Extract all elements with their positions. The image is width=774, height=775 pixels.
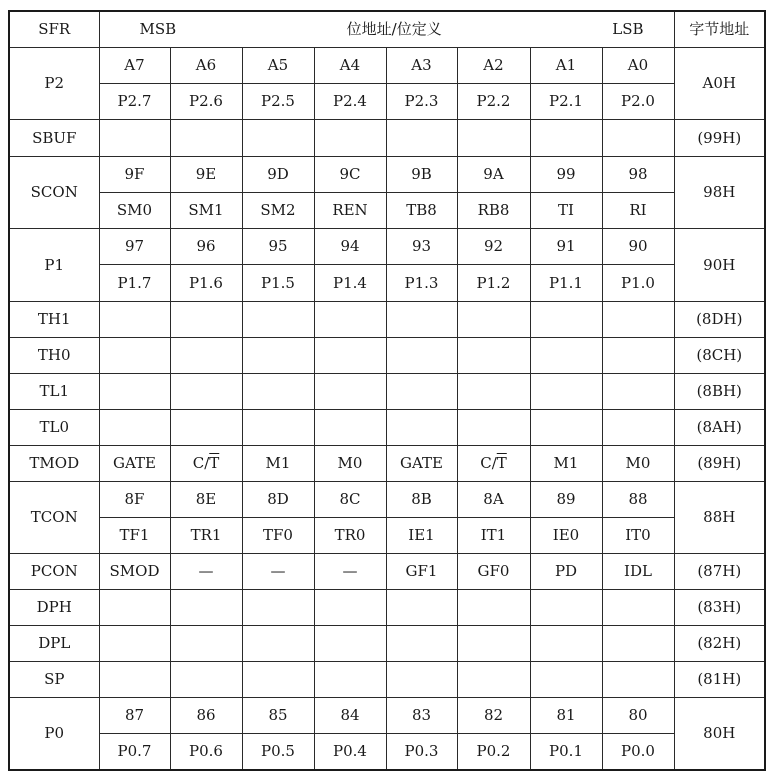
bit-definition: TI xyxy=(530,193,602,229)
bit-definition: P1.4 xyxy=(314,265,386,302)
empty-cell xyxy=(242,302,314,338)
bit-definition: P0.1 xyxy=(530,734,602,771)
empty-cell xyxy=(99,590,170,626)
byte-address: A0H xyxy=(674,48,765,120)
table-row-p2 xyxy=(9,48,765,84)
empty-cell xyxy=(530,374,602,410)
empty-cell xyxy=(602,120,674,157)
byte-address: (8AH) xyxy=(674,410,765,446)
bit-address: 9B xyxy=(386,157,457,193)
bit-definition: M1 xyxy=(242,446,314,482)
bit-definition: P2.3 xyxy=(386,84,457,120)
bit-address: 84 xyxy=(314,698,386,734)
empty-cell xyxy=(242,662,314,698)
bit-definition: M0 xyxy=(602,446,674,482)
empty-cell xyxy=(242,626,314,662)
bit-address: 8D xyxy=(242,482,314,518)
bit-definition: TB8 xyxy=(386,193,457,229)
bit-definition: P1.3 xyxy=(386,265,457,302)
table-row-tcon-defs xyxy=(9,518,765,554)
empty-cell xyxy=(530,410,602,446)
empty-cell xyxy=(99,626,170,662)
t-overline: $\overline{T}$ xyxy=(496,454,507,472)
bit-definition: P1.7 xyxy=(99,265,170,302)
bit-definition: P0.6 xyxy=(170,734,242,771)
bit-address: 92 xyxy=(457,229,530,265)
table-row-sbuf xyxy=(9,120,765,157)
bit-address: 87 xyxy=(99,698,170,734)
empty-cell xyxy=(386,662,457,698)
byte-address: (87H) xyxy=(674,554,765,590)
bit-definition: IT1 xyxy=(457,518,530,554)
empty-cell xyxy=(530,626,602,662)
empty-cell xyxy=(530,302,602,338)
empty-cell xyxy=(386,410,457,446)
bit-address: 93 xyxy=(386,229,457,265)
bit-definition: P1.0 xyxy=(602,265,674,302)
bit-definition: P1.5 xyxy=(242,265,314,302)
table-row-tmod xyxy=(9,446,765,482)
sfr-bit-address-table xyxy=(8,10,766,771)
bit-definition: P2.6 xyxy=(170,84,242,120)
bit-definition: IE1 xyxy=(386,518,457,554)
bit-address: 9E xyxy=(170,157,242,193)
bit-definition: P0.7 xyxy=(99,734,170,771)
empty-cell xyxy=(314,338,386,374)
bit-address: A0 xyxy=(602,48,674,84)
empty-cell xyxy=(457,374,530,410)
c-prefix: C/ xyxy=(192,454,210,472)
empty-cell xyxy=(457,626,530,662)
bit-definition: P1.6 xyxy=(170,265,242,302)
c-prefix: C/ xyxy=(480,454,497,472)
byte-address: (82H) xyxy=(674,626,765,662)
table-row-dpl xyxy=(9,626,765,662)
header-sfr: SFR xyxy=(9,11,99,48)
table-row-th0 xyxy=(9,338,765,374)
empty-cell xyxy=(457,120,530,157)
empty-cell xyxy=(602,626,674,662)
empty-cell xyxy=(170,120,242,157)
bit-address: 8A xyxy=(457,482,530,518)
empty-cell xyxy=(242,410,314,446)
empty-cell xyxy=(602,410,674,446)
byte-address: 88H xyxy=(674,482,765,554)
bit-definition: P0.4 xyxy=(314,734,386,771)
empty-cell xyxy=(530,338,602,374)
sfr-name: DPH xyxy=(9,590,99,626)
bit-definition: P0.3 xyxy=(386,734,457,771)
bit-definition-c-tbar xyxy=(170,446,242,482)
bit-address: 9D xyxy=(242,157,314,193)
bit-address: 99 xyxy=(530,157,602,193)
bit-definition: IDL xyxy=(602,554,674,590)
byte-address: (8DH) xyxy=(674,302,765,338)
bit-definition: P2.1 xyxy=(530,84,602,120)
sfr-name: P0 xyxy=(9,698,99,771)
empty-cell xyxy=(170,626,242,662)
bit-definition: TR1 xyxy=(170,518,242,554)
empty-cell xyxy=(530,590,602,626)
bit-address: A4 xyxy=(314,48,386,84)
byte-address: (83H) xyxy=(674,590,765,626)
table-row-pcon xyxy=(9,554,765,590)
empty-cell xyxy=(170,590,242,626)
bit-address: 85 xyxy=(242,698,314,734)
bit-address: 9A xyxy=(457,157,530,193)
header-lsb: LSB xyxy=(612,20,644,38)
bit-address: 91 xyxy=(530,229,602,265)
bit-address: 98 xyxy=(602,157,674,193)
bit-address: 88 xyxy=(602,482,674,518)
sfr-name: TCON xyxy=(9,482,99,554)
byte-address: (81H) xyxy=(674,662,765,698)
bit-address: 9F xyxy=(99,157,170,193)
empty-cell xyxy=(602,662,674,698)
empty-cell xyxy=(99,302,170,338)
bit-definition: IT0 xyxy=(602,518,674,554)
empty-cell xyxy=(386,302,457,338)
bit-definition: IE0 xyxy=(530,518,602,554)
bit-definition: TF0 xyxy=(242,518,314,554)
bit-definition: RI xyxy=(602,193,674,229)
bit-definition: P0.5 xyxy=(242,734,314,771)
empty-cell xyxy=(314,590,386,626)
bit-address: 8C xyxy=(314,482,386,518)
byte-address: (8CH) xyxy=(674,338,765,374)
byte-address: 90H xyxy=(674,229,765,302)
bit-address: A1 xyxy=(530,48,602,84)
bit-address: 82 xyxy=(457,698,530,734)
header-bit-title: 位地址/位定义 xyxy=(346,20,442,38)
empty-cell xyxy=(314,662,386,698)
header-byte-address: 字节地址 xyxy=(674,11,765,48)
table-row-p1-defs xyxy=(9,265,765,302)
sfr-name: PCON xyxy=(9,554,99,590)
bit-address: 96 xyxy=(170,229,242,265)
empty-cell xyxy=(170,662,242,698)
empty-cell xyxy=(386,590,457,626)
empty-cell xyxy=(99,120,170,157)
bit-definition: REN xyxy=(314,193,386,229)
bit-address: 8B xyxy=(386,482,457,518)
bit-definition: GF0 xyxy=(457,554,530,590)
empty-cell xyxy=(602,338,674,374)
header-msb: MSB xyxy=(139,20,177,38)
table-row-tl0 xyxy=(9,410,765,446)
bit-address: 80 xyxy=(602,698,674,734)
header-bit-span xyxy=(99,11,674,48)
sfr-name: SP xyxy=(9,662,99,698)
empty-cell xyxy=(457,590,530,626)
bit-definition: P1.1 xyxy=(530,265,602,302)
bit-definition: P2.7 xyxy=(99,84,170,120)
empty-cell xyxy=(99,338,170,374)
bit-definition: SM0 xyxy=(99,193,170,229)
bit-definition: GATE xyxy=(386,446,457,482)
sfr-name: TH1 xyxy=(9,302,99,338)
bit-definition: P1.2 xyxy=(457,265,530,302)
bit-address: 9C xyxy=(314,157,386,193)
empty-cell xyxy=(170,410,242,446)
bit-definition: SM2 xyxy=(242,193,314,229)
bit-address: A2 xyxy=(457,48,530,84)
byte-address: (8BH) xyxy=(674,374,765,410)
empty-cell xyxy=(386,374,457,410)
empty-cell xyxy=(457,338,530,374)
table-row-p0 xyxy=(9,698,765,734)
table-row-dph xyxy=(9,590,765,626)
empty-cell xyxy=(530,120,602,157)
bit-address: 89 xyxy=(530,482,602,518)
sfr-name: TH0 xyxy=(9,338,99,374)
empty-cell xyxy=(170,302,242,338)
bit-definition: P0.2 xyxy=(457,734,530,771)
empty-cell xyxy=(602,374,674,410)
byte-address: 80H xyxy=(674,698,765,771)
empty-cell xyxy=(242,120,314,157)
sfr-name: TL1 xyxy=(9,374,99,410)
empty-cell xyxy=(314,374,386,410)
empty-cell xyxy=(457,662,530,698)
empty-cell xyxy=(242,374,314,410)
bit-address: 97 xyxy=(99,229,170,265)
empty-cell xyxy=(314,410,386,446)
bit-address: 95 xyxy=(242,229,314,265)
empty-cell xyxy=(170,338,242,374)
bit-definition: GATE xyxy=(99,446,170,482)
byte-address: 98H xyxy=(674,157,765,229)
bit-address: 90 xyxy=(602,229,674,265)
bit-address: 94 xyxy=(314,229,386,265)
empty-cell xyxy=(99,662,170,698)
byte-address: (99H) xyxy=(674,120,765,157)
sfr-name: DPL xyxy=(9,626,99,662)
bit-definition: RB8 xyxy=(457,193,530,229)
bit-definition: P2.0 xyxy=(602,84,674,120)
empty-cell xyxy=(242,590,314,626)
bit-address: 86 xyxy=(170,698,242,734)
empty-cell xyxy=(314,626,386,662)
empty-cell xyxy=(242,338,314,374)
empty-cell xyxy=(314,302,386,338)
sfr-name: SCON xyxy=(9,157,99,229)
bit-definition: TF1 xyxy=(99,518,170,554)
t-overline: $\overline{T}$ xyxy=(209,454,220,472)
bit-definition: M1 xyxy=(530,446,602,482)
bit-definition: P2.5 xyxy=(242,84,314,120)
table-row-p0-defs xyxy=(9,734,765,771)
sfr-name: TMOD xyxy=(9,446,99,482)
bit-definition-c-tbar xyxy=(457,446,530,482)
sfr-name: TL0 xyxy=(9,410,99,446)
table-row-scon xyxy=(9,157,765,193)
byte-address: (89H) xyxy=(674,446,765,482)
bit-address: A5 xyxy=(242,48,314,84)
empty-cell xyxy=(530,662,602,698)
bit-definition: P2.2 xyxy=(457,84,530,120)
empty-cell xyxy=(386,120,457,157)
empty-cell xyxy=(386,338,457,374)
bit-address: 8E xyxy=(170,482,242,518)
bit-definition: TR0 xyxy=(314,518,386,554)
sfr-name: SBUF xyxy=(9,120,99,157)
bit-definition: M0 xyxy=(314,446,386,482)
bit-address: 81 xyxy=(530,698,602,734)
empty-cell xyxy=(386,626,457,662)
empty-cell xyxy=(314,120,386,157)
empty-cell xyxy=(602,302,674,338)
empty-cell xyxy=(457,302,530,338)
table-row-p2-defs xyxy=(9,84,765,120)
bit-address: A6 xyxy=(170,48,242,84)
bit-definition: PD xyxy=(530,554,602,590)
table-row-p1 xyxy=(9,229,765,265)
empty-cell xyxy=(457,410,530,446)
bit-address: 83 xyxy=(386,698,457,734)
bit-definition: GF1 xyxy=(386,554,457,590)
bit-definition-unused: — xyxy=(314,554,386,590)
bit-address: A7 xyxy=(99,48,170,84)
bit-definition-unused: — xyxy=(170,554,242,590)
bit-definition: SM1 xyxy=(170,193,242,229)
empty-cell xyxy=(99,374,170,410)
empty-cell xyxy=(99,410,170,446)
bit-address: A3 xyxy=(386,48,457,84)
bit-definition: P2.4 xyxy=(314,84,386,120)
table-row-tl1 xyxy=(9,374,765,410)
empty-cell xyxy=(602,590,674,626)
sfr-name: P1 xyxy=(9,229,99,302)
bit-definition: P0.0 xyxy=(602,734,674,771)
bit-definition: SMOD xyxy=(99,554,170,590)
empty-cell xyxy=(170,374,242,410)
table-row-th1 xyxy=(9,302,765,338)
table-row-scon-defs xyxy=(9,193,765,229)
bit-definition-unused: — xyxy=(242,554,314,590)
table-row-sp xyxy=(9,662,765,698)
table-row-tcon xyxy=(9,482,765,518)
header-row xyxy=(9,11,765,48)
sfr-name: P2 xyxy=(9,48,99,120)
bit-address: 8F xyxy=(99,482,170,518)
